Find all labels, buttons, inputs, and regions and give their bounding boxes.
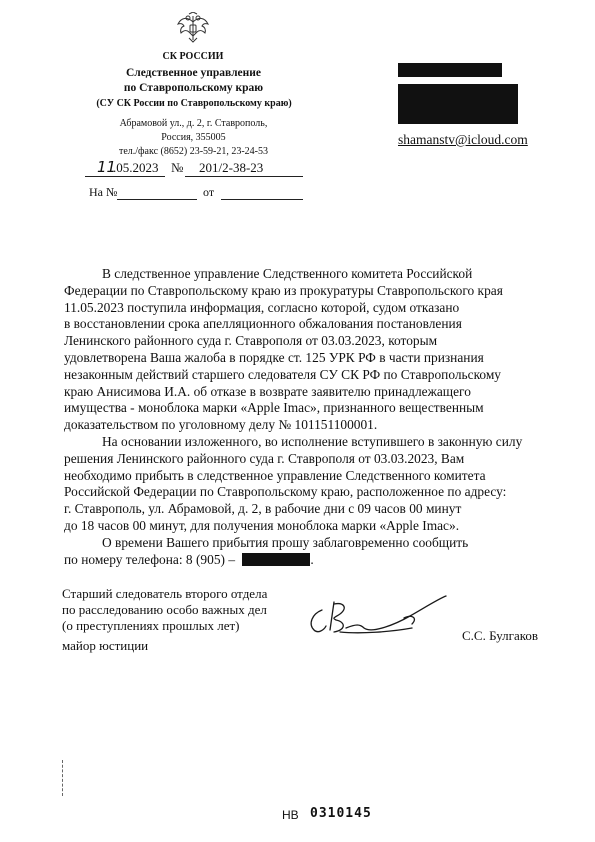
body-line: доказательством по уголовному делу № 101151100001. (64, 417, 378, 433)
org-short: СК РОССИИ (162, 51, 224, 62)
dept-line1: Следственное управление (125, 67, 262, 79)
date-number-line (85, 160, 305, 178)
date-day-handwritten: 11 (97, 158, 117, 176)
body-line: На основании изложенного, во исполнение вступившего в законную силу (102, 433, 523, 449)
number-label: № (171, 160, 184, 175)
body-line: В следственное управление Следственного комитета Российской (102, 266, 473, 281)
ref-from-label: от (203, 185, 215, 199)
body-line: краю Анисимова И.А. об отказе в возврате заявителю принадлежащего (64, 383, 471, 399)
emblem-icon (175, 12, 211, 44)
body-line: незаконным действий старшего следователя СУ СК РФ по Ставропольскому (64, 366, 502, 382)
signer-title-line1: Старший следователь второго отдела (62, 586, 268, 601)
handwritten-signature (300, 588, 450, 648)
redacted-recipient-address (398, 84, 518, 124)
reference-line (85, 185, 305, 203)
dept-abbr: (СУ СК России по Ставропольскому краю) (96, 98, 292, 109)
signer-title (62, 586, 302, 654)
signer-title-line2: по расследованию особо важных дел (62, 602, 267, 617)
ref-label: На № (89, 185, 118, 199)
letter-body: В следственное управление Следственного комитета Российской Федерации по Ставропольскому краю из прокуратуры Ставропольского края 11.05.2023 поступила информация, согласно которой, судом отказано в восстановлении срока апелляционного обжалования постановления Ленинского районного суда г. Ставрополя от 03.03.2023, которым удовлетворена Ваша жалоба в порядке ст. 125 УРК РФ в части признания незаконным действий старшего следователя СУ СК РФ по Ставропольскому краю Анисимова И.А. об отказе в возврате заявителю принадлежащего имущества - моноблока марки «Apple Imac», признанного вещественным доказательством по уголовному делу № 101151100001. На основании изложенного, во исполнение вступившего в законную силу решения Ленинского районного суда г. Ставрополя от 03.03.2023, Вам необходимо прибыть в следственное управление Следственного комитета Российской Федерации по Ставропольскому краю, расположенное по адресу: г. Ставрополь, ул. Абрамовой, д. 2, в рабочие дни с 09 часов 00 минут до 18 часов 00 минут, для получения моноблока марки «Apple Imac». О времени Вашего прибытия прошу заблаговременно сообщить по номеру телефона: 8 (905) – . (64, 266, 544, 568)
body-line: 11.05.2023 поступила информация, согласно которой, судом отказано (64, 299, 460, 315)
body-line: в восстановлении срока апелляционного обжалования постановления (64, 316, 462, 332)
body-line: до 18 часов 00 минут, для получения моноблока марки «Apple Imac». (64, 517, 460, 533)
address-line2: Россия, 355005 (161, 132, 226, 143)
document-number: 201/2-38-23 (199, 160, 264, 175)
body-line: имущества - моноблока марки «Apple Imac», признанного вещественным (64, 400, 484, 416)
ref-number-underline (117, 199, 197, 200)
dept-line2: по Ставропольскому краю (123, 82, 264, 94)
serial-prefix: НВ (282, 808, 299, 822)
body-line: г. Ставрополь, ул. Абрамовой, д. 2, в рабочие дни с 09 часов 00 минут (64, 501, 462, 517)
body-line: необходимо прибыть в следственное управление Следственного комитета (64, 467, 486, 483)
number-underline (185, 176, 303, 177)
signer-rank: майор юстиции (62, 638, 149, 653)
body-line: удовлетворена Ваша жалоба в порядке ст. 125 УРК РФ в части признания (64, 349, 484, 365)
ref-date-underline (221, 199, 303, 200)
phone-line: тел./факс (8652) 23-59-21, 23-24-53 (118, 146, 269, 157)
redacted-recipient-name (398, 63, 502, 77)
signer-name: С.С. Булгаков (462, 628, 539, 643)
signer-title-line3: (о преступлениях прошлых лет) (62, 618, 240, 633)
date-underline (85, 176, 165, 177)
body-line: по номеру телефона: 8 (905) – (64, 551, 236, 567)
recipient-email: shamanstv@icloud.com (398, 132, 528, 147)
redacted-phone (242, 553, 310, 566)
margin-mark (62, 760, 64, 796)
body-line: Российской Федерации по Ставропольскому краю, расположенное по адресу: (64, 484, 507, 500)
body-line: решения Ленинского районного суда г. Ставрополя от 03.03.2023, Вам (64, 450, 465, 466)
date-rest: .05.2023 (113, 160, 159, 175)
serial-number: 0310145 (310, 806, 372, 821)
address-line1: Абрамовой ул., д. 2, г. Ставрополь, (119, 118, 268, 129)
body-line: О времени Вашего прибытия прошу заблаговременно сообщить (102, 534, 469, 550)
body-line: Федерации по Ставропольскому краю из прокуратуры Ставропольского края (64, 282, 503, 298)
body-line: Ленинского районного суда г. Ставрополя от 03.03.2023, которым (64, 333, 438, 349)
